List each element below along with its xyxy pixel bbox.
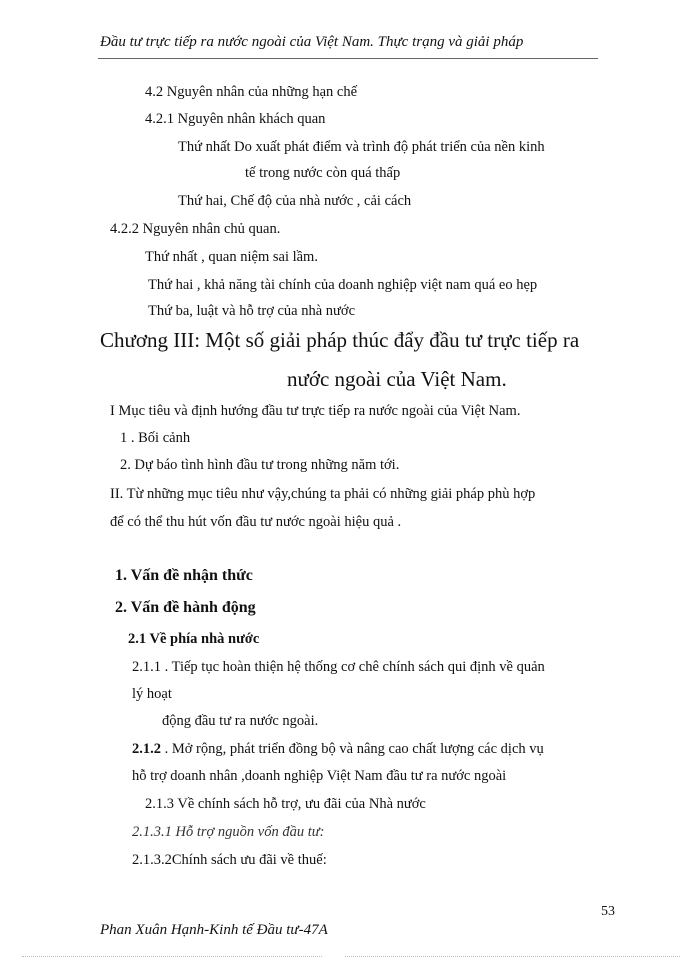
section-II-line1: II. Từ những mục tiêu như vậy,chúng ta phải có những giải pháp phù hợp [110,486,536,502]
section-II-line2: để có thể thu hút vốn đầu tư nước ngoài hiệu quả . [110,514,402,530]
chapter-title-line2: nước ngoài của Việt Nam. [287,367,507,391]
para-2-1-1-line2: lý hoạt [132,686,172,702]
heading-state-side: 2.1 Về phía nhà nước [128,631,260,647]
heading-action: 2. Vấn đề hành động [115,599,256,616]
para-2-1-3-2: 2.1.3.2Chính sách ưu đãi về thuế: [132,852,327,868]
para-2-1-1-line3: động đầu tư ra nước ngoài. [162,713,319,729]
header-divider [98,58,598,59]
page-footer: Phan Xuân Hạnh-Kinh tế Đầu tư-47A [100,922,328,938]
page-header: Đầu tư trực tiếp ra nước ngoài của Việt Nam. Thực trạng và giải pháp [100,34,524,50]
objective-cause-1-line2: tế trong nước còn quá thấp [245,165,401,181]
section-I: I Mục tiêu và định hướng đầu tư trực tiếp ra nước ngoài của Việt Nam. [110,403,521,419]
section-4-2-1: 4.2.1 Nguyên nhân khách quan [145,111,326,127]
page-number: 53 [601,904,615,919]
para-2-1-2-line1 [132,740,544,758]
subjective-cause-2: Thứ hai , khả năng tài chính của doanh nghiệp việt nam quá eo hẹp [148,277,538,293]
para-2-1-2-line2: hỗ trợ doanh nhân ,doanh nghiệp Việt Nam đầu tư ra nước ngoài [132,768,507,784]
para-2-1-3-1: 2.1.3.1 Hỗ trợ nguồn vốn đầu tư: [132,824,325,840]
section-4-2-2: 4.2.2 Nguyên nhân chủ quan. [110,221,281,237]
para-2-1-3: 2.1.3 Về chính sách hỗ trợ, ưu đãi của Nhà nước [145,796,426,812]
objective-cause-1-line1: Thứ nhất Do xuất phát điểm và trình độ phát triển của nền kinh [178,139,545,155]
heading-awareness: 1. Vấn đề nhận thức [115,567,253,584]
section-4-2: 4.2 Nguyên nhân của những hạn chế [145,84,358,100]
subjective-cause-3: Thứ ba, luật và hỗ trợ của nhà nước [148,303,356,319]
subjective-cause-1: Thứ nhất , quan niệm sai lầm. [145,249,318,265]
para-2-1-2-text: . Mở rộng, phát triển đồng bộ và nâng cao chất lượng các dịch vụ [161,741,544,757]
page-edge-dotted-rule-right [345,956,680,957]
chapter-title-line1: Chương III: Một số giải pháp thúc đẩy đầu tư trực tiếp ra [100,328,580,352]
para-2-1-2-number: 2.1.2 [132,741,161,757]
para-2-1-1-line1: 2.1.1 . Tiếp tục hoàn thiện hệ thống cơ chê chính sách qui định về quản [132,659,545,675]
page-edge-dotted-rule-left [22,956,322,957]
item-1-context: 1 . Bối cảnh [120,430,191,446]
item-2-forecast: 2. Dự báo tình hình đầu tư trong những năm tới. [120,457,400,473]
objective-cause-2: Thứ hai, Chế độ của nhà nước , cải cách [178,193,412,209]
